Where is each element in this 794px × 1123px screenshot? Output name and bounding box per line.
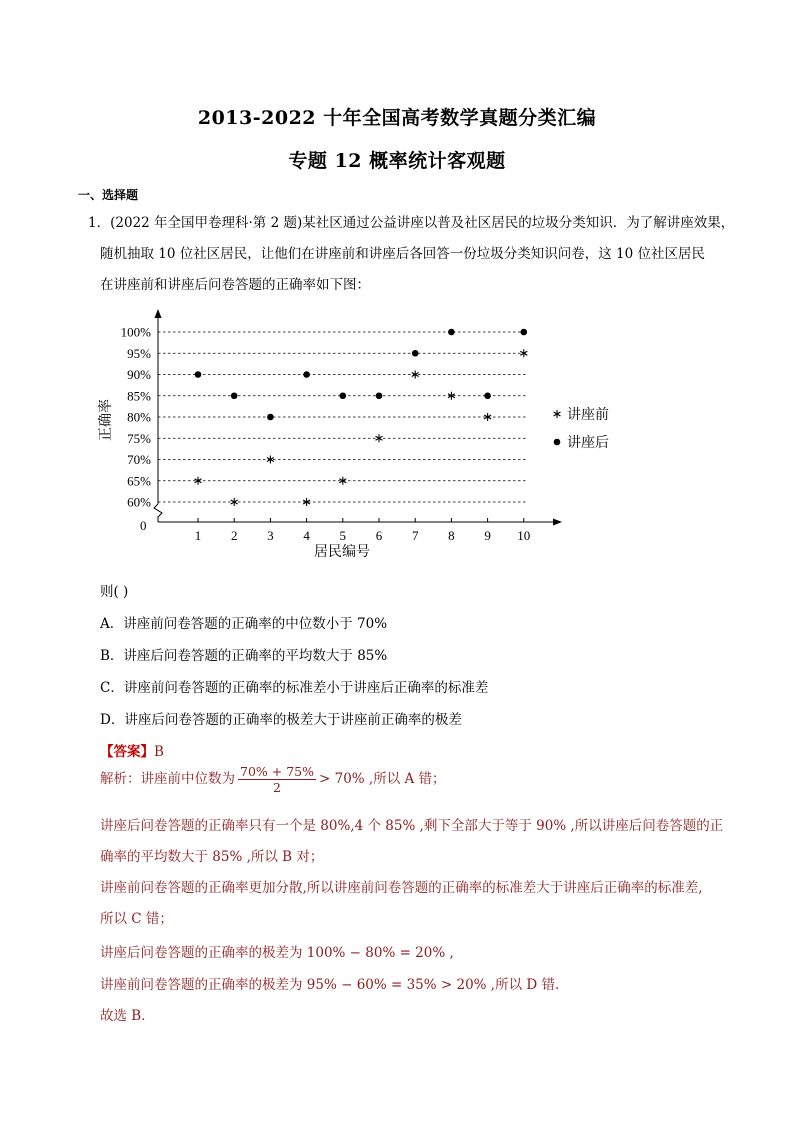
analysis-line-6: 讲座后问卷答题的正确率的极差为 100% − 80% = 20% ,: [100, 945, 454, 961]
x-tick-label: 3: [267, 528, 274, 543]
analysis-line-7: 讲座前问卷答题的正确率的极差为 95% − 60% = 35% > 20% ,所以 D 错．: [100, 977, 569, 993]
point-before: [267, 456, 274, 464]
analysis-suffix: > 70% ,所以 A 错；: [319, 771, 446, 787]
y-axis-label: 正确率: [98, 399, 114, 441]
analysis-line-4: 讲座前问卷答题的正确率更加分散,所以讲座前问卷答题的正确率的标准差大于讲座后正确率的标准差,: [100, 880, 703, 896]
scatter-chart: [95, 308, 655, 568]
answer-tag: 【答案】: [100, 744, 154, 760]
point-after: [484, 392, 491, 399]
point-after: [231, 392, 238, 399]
x-tick-label: 6: [375, 528, 383, 543]
x-tick-label: 9: [484, 528, 491, 543]
median-fraction: [238, 764, 316, 795]
analysis-line-1: [100, 764, 446, 795]
y-tick-label: 100%: [120, 324, 151, 340]
point-after: [376, 392, 383, 399]
fraction-numerator: 70% + 75%: [240, 764, 314, 779]
page-title: 2013-2022 十年全国高考数学真题分类汇编: [197, 107, 597, 129]
y-tick-label: 60%: [127, 494, 151, 510]
option-a: A．讲座前问卷答题的正确率的中位数小于 70%: [100, 616, 388, 632]
legend-marker-after: [554, 439, 561, 446]
page-subtitle: 专题 12 概率统计客观题: [288, 150, 506, 172]
question-line-1: 1．(2022 年全国甲卷理科·第 2 题)某社区通过公益讲座以普及社区居民的垃圾分类知识．为了解讲座效果，: [88, 215, 735, 231]
analysis-line-5: 所以 C 错；: [100, 911, 173, 927]
y-tick-label: 80%: [127, 409, 151, 425]
y-tick-label: 65%: [127, 473, 151, 489]
point-after: [195, 371, 202, 378]
option-b: B．讲座后问卷答题的正确率的平均数大于 85%: [100, 648, 388, 664]
question-line-2: 随机抽取 10 位社区居民，让他们在讲座前和讲座后各回答一份垃圾分类知识问卷，这 10 位社区居民: [100, 246, 706, 262]
answer-value: B: [154, 744, 164, 760]
x-axis-label: 居民编号: [314, 544, 370, 560]
fraction-denominator: 2: [273, 780, 281, 795]
point-after: [448, 329, 455, 336]
x-tick-label: 4: [303, 528, 310, 543]
y-axis-break: [154, 504, 162, 522]
option-d: D．讲座后问卷答题的正确率的极差大于讲座前正确率的极差: [100, 712, 462, 728]
y-axis-arrow: [155, 309, 162, 318]
question-prompt: 则( ): [100, 584, 129, 600]
x-tick-label: 10: [517, 528, 531, 543]
option-c: C．讲座前问卷答题的正确率的标准差小于讲座后正确率的标准差: [100, 680, 489, 696]
x-tick-label: 2: [230, 528, 238, 543]
legend-label-before: 讲座前: [567, 407, 609, 423]
answer-line: [100, 740, 164, 760]
analysis-line-8: 故选 B．: [100, 1008, 155, 1024]
x-tick-label: 8: [448, 528, 455, 543]
question-line-3: 在讲座前和讲座后问卷答题的正确率如下图：: [100, 277, 370, 293]
analysis-prefix: 解析：讲座前中位数为: [100, 771, 235, 787]
point-before: [376, 434, 383, 442]
point-after: [303, 371, 310, 378]
y-tick-label: 70%: [127, 452, 151, 467]
point-after: [267, 414, 274, 421]
x-axis-arrow: [553, 519, 562, 526]
point-before: [412, 371, 419, 379]
point-after: [521, 329, 528, 336]
x-tick-label: 1: [194, 528, 202, 543]
point-after: [412, 350, 419, 357]
point-before: [520, 349, 527, 357]
section-heading: 一、选择题: [78, 188, 139, 202]
x-tick-label: 7: [411, 528, 419, 543]
legend-label-after: 讲座后: [567, 435, 609, 451]
origin-label: 0: [140, 518, 147, 533]
y-tick-label: 85%: [127, 388, 151, 404]
y-tick-label: 95%: [127, 345, 151, 361]
analysis-line-2: 讲座后问卷答题的正确率只有一个是 80%,4 个 85% ,剩下全部大于等于 90% ,所以讲座后问卷答题的正: [100, 818, 724, 834]
y-tick-label: 75%: [127, 430, 151, 446]
point-before: [554, 410, 561, 418]
y-tick-label: 90%: [127, 367, 151, 382]
analysis-line-3: 确率的平均数大于 85% ,所以 B 对；: [100, 849, 324, 865]
point-after: [340, 392, 347, 399]
x-tick-label: 5: [339, 528, 347, 543]
point-before: [231, 498, 238, 506]
